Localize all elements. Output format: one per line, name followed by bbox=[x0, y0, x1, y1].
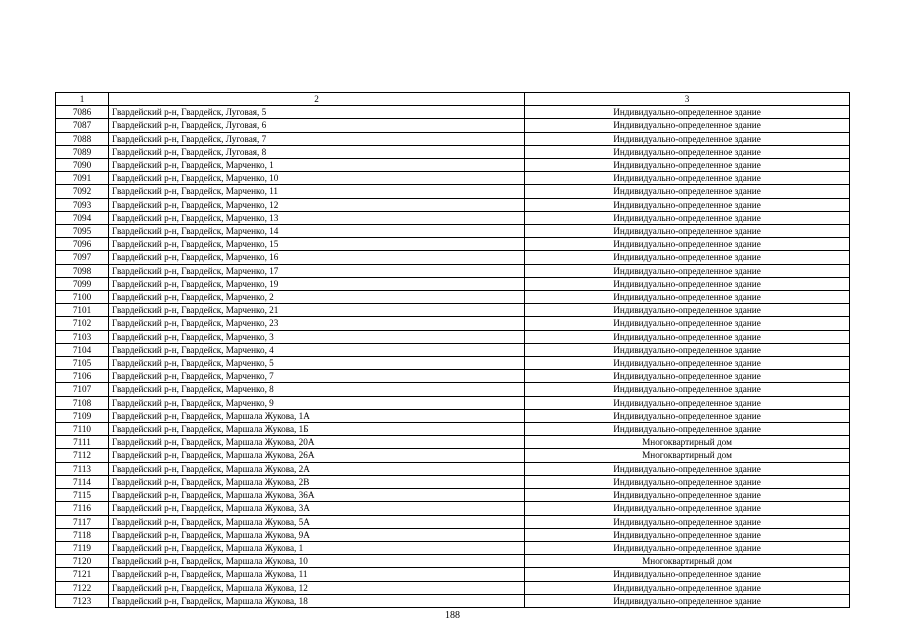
table-row bbox=[56, 251, 850, 264]
table-row bbox=[56, 172, 850, 185]
building-type-cell: Индивидуально-определенное здание bbox=[525, 343, 850, 356]
table-row bbox=[56, 225, 850, 238]
table-row bbox=[56, 581, 850, 594]
column-header-2: 2 bbox=[109, 93, 525, 106]
table-row bbox=[56, 198, 850, 211]
table-row bbox=[56, 594, 850, 607]
column-header-1: 1 bbox=[56, 93, 109, 106]
address-cell: Гвардейский р-н, Гвардейск, Марченко, 3 bbox=[109, 330, 525, 343]
table-row bbox=[56, 145, 850, 158]
table-row bbox=[56, 475, 850, 488]
table-row bbox=[56, 489, 850, 502]
row-number-cell: 7086 bbox=[56, 106, 109, 119]
building-type-cell: Индивидуально-определенное здание bbox=[525, 185, 850, 198]
address-cell: Гвардейский р-н, Гвардейск, Марченко, 16 bbox=[109, 251, 525, 264]
building-type-cell: Индивидуально-определенное здание bbox=[525, 106, 850, 119]
address-cell: Гвардейский р-н, Гвардейск, Марченко, 4 bbox=[109, 343, 525, 356]
building-type-cell: Индивидуально-определенное здание bbox=[525, 132, 850, 145]
table-row bbox=[56, 106, 850, 119]
address-cell: Гвардейский р-н, Гвардейск, Маршала Жукова, 20А bbox=[109, 436, 525, 449]
row-number-cell: 7093 bbox=[56, 198, 109, 211]
table-row bbox=[56, 449, 850, 462]
building-type-cell: Индивидуально-определенное здание bbox=[525, 541, 850, 554]
row-number-cell: 7098 bbox=[56, 264, 109, 277]
building-type-cell: Индивидуально-определенное здание bbox=[525, 145, 850, 158]
building-type-cell: Индивидуально-определенное здание bbox=[525, 119, 850, 132]
table-row bbox=[56, 436, 850, 449]
table-row bbox=[56, 291, 850, 304]
table-header-row bbox=[56, 93, 850, 106]
address-cell: Гвардейский р-н, Гвардейск, Луговая, 5 bbox=[109, 106, 525, 119]
building-type-cell: Индивидуально-определенное здание bbox=[525, 528, 850, 541]
table-row bbox=[56, 555, 850, 568]
building-type-cell: Индивидуально-определенное здание bbox=[525, 317, 850, 330]
building-type-cell: Индивидуально-определенное здание bbox=[525, 357, 850, 370]
row-number-cell: 7101 bbox=[56, 304, 109, 317]
address-cell: Гвардейский р-н, Гвардейск, Маршала Жукова, 36А bbox=[109, 489, 525, 502]
table-row bbox=[56, 409, 850, 422]
building-type-cell: Индивидуально-определенное здание bbox=[525, 489, 850, 502]
table-row bbox=[56, 132, 850, 145]
row-number-cell: 7108 bbox=[56, 396, 109, 409]
address-cell: Гвардейский р-н, Гвардейск, Луговая, 7 bbox=[109, 132, 525, 145]
building-type-cell: Индивидуально-определенное здание bbox=[525, 238, 850, 251]
address-cell: Гвардейский р-н, Гвардейск, Маршала Жукова, 11 bbox=[109, 568, 525, 581]
building-type-cell: Индивидуально-определенное здание bbox=[525, 502, 850, 515]
row-number-cell: 7114 bbox=[56, 475, 109, 488]
building-type-cell: Индивидуально-определенное здание bbox=[525, 475, 850, 488]
building-type-cell: Многоквартирный дом bbox=[525, 555, 850, 568]
table-row bbox=[56, 370, 850, 383]
building-type-cell: Индивидуально-определенное здание bbox=[525, 225, 850, 238]
row-number-cell: 7099 bbox=[56, 277, 109, 290]
row-number-cell: 7102 bbox=[56, 317, 109, 330]
row-number-cell: 7100 bbox=[56, 291, 109, 304]
row-number-cell: 7118 bbox=[56, 528, 109, 541]
table-row bbox=[56, 330, 850, 343]
address-cell: Гвардейский р-н, Гвардейск, Маршала Жукова, 10 bbox=[109, 555, 525, 568]
address-cell: Гвардейский р-н, Гвардейск, Маршала Жукова, 2В bbox=[109, 475, 525, 488]
table-row bbox=[56, 383, 850, 396]
row-number-cell: 7103 bbox=[56, 330, 109, 343]
table-row bbox=[56, 159, 850, 172]
building-type-cell: Индивидуально-определенное здание bbox=[525, 568, 850, 581]
table-row bbox=[56, 343, 850, 356]
page-number: 188 bbox=[445, 610, 460, 621]
building-type-cell: Индивидуально-определенное здание bbox=[525, 291, 850, 304]
building-type-cell: Индивидуально-определенное здание bbox=[525, 370, 850, 383]
address-cell: Гвардейский р-н, Гвардейск, Луговая, 6 bbox=[109, 119, 525, 132]
building-type-cell: Индивидуально-определенное здание bbox=[525, 172, 850, 185]
address-cell: Гвардейский р-н, Гвардейск, Марченко, 15 bbox=[109, 238, 525, 251]
row-number-cell: 7119 bbox=[56, 541, 109, 554]
row-number-cell: 7116 bbox=[56, 502, 109, 515]
building-type-cell: Индивидуально-определенное здание bbox=[525, 304, 850, 317]
row-number-cell: 7123 bbox=[56, 594, 109, 607]
row-number-cell: 7095 bbox=[56, 225, 109, 238]
table-row bbox=[56, 119, 850, 132]
address-cell: Гвардейский р-н, Гвардейск, Марченко, 1 bbox=[109, 159, 525, 172]
building-type-cell: Индивидуально-определенное здание bbox=[525, 396, 850, 409]
building-type-cell: Индивидуально-определенное здание bbox=[525, 198, 850, 211]
address-cell: Гвардейский р-н, Гвардейск, Марченко, 5 bbox=[109, 357, 525, 370]
building-type-cell: Индивидуально-определенное здание bbox=[525, 251, 850, 264]
building-type-cell: Индивидуально-определенное здание bbox=[525, 462, 850, 475]
address-cell: Гвардейский р-н, Гвардейск, Марченко, 17 bbox=[109, 264, 525, 277]
row-number-cell: 7117 bbox=[56, 515, 109, 528]
table-row bbox=[56, 185, 850, 198]
row-number-cell: 7089 bbox=[56, 145, 109, 158]
row-number-cell: 7122 bbox=[56, 581, 109, 594]
table-row bbox=[56, 423, 850, 436]
address-cell: Гвардейский р-н, Гвардейск, Маршала Жукова, 1 bbox=[109, 541, 525, 554]
row-number-cell: 7090 bbox=[56, 159, 109, 172]
building-type-cell: Индивидуально-определенное здание bbox=[525, 383, 850, 396]
table-row bbox=[56, 211, 850, 224]
building-type-cell: Индивидуально-определенное здание bbox=[525, 159, 850, 172]
address-cell: Гвардейский р-н, Гвардейск, Марченко, 11 bbox=[109, 185, 525, 198]
row-number-cell: 7094 bbox=[56, 211, 109, 224]
row-number-cell: 7092 bbox=[56, 185, 109, 198]
building-type-cell: Индивидуально-определенное здание bbox=[525, 423, 850, 436]
address-cell: Гвардейский р-н, Гвардейск, Маршала Жукова, 9А bbox=[109, 528, 525, 541]
table-row bbox=[56, 568, 850, 581]
table-row bbox=[56, 264, 850, 277]
table-row bbox=[56, 304, 850, 317]
address-cell: Гвардейский р-н, Гвардейск, Марченко, 21 bbox=[109, 304, 525, 317]
table-row bbox=[56, 396, 850, 409]
address-cell: Гвардейский р-н, Гвардейск, Луговая, 8 bbox=[109, 145, 525, 158]
row-number-cell: 7111 bbox=[56, 436, 109, 449]
table-row bbox=[56, 515, 850, 528]
building-type-cell: Индивидуально-определенное здание bbox=[525, 211, 850, 224]
row-number-cell: 7091 bbox=[56, 172, 109, 185]
row-number-cell: 7109 bbox=[56, 409, 109, 422]
building-type-cell: Индивидуально-определенное здание bbox=[525, 330, 850, 343]
row-number-cell: 7106 bbox=[56, 370, 109, 383]
address-cell: Гвардейский р-н, Гвардейск, Марченко, 23 bbox=[109, 317, 525, 330]
address-cell: Гвардейский р-н, Гвардейск, Марченко, 10 bbox=[109, 172, 525, 185]
row-number-cell: 7096 bbox=[56, 238, 109, 251]
address-cell: Гвардейский р-н, Гвардейск, Марченко, 7 bbox=[109, 370, 525, 383]
table-row bbox=[56, 357, 850, 370]
address-cell: Гвардейский р-н, Гвардейск, Маршала Жукова, 1Б bbox=[109, 423, 525, 436]
row-number-cell: 7107 bbox=[56, 383, 109, 396]
building-type-cell: Индивидуально-определенное здание bbox=[525, 409, 850, 422]
address-cell: Гвардейский р-н, Гвардейск, Маршала Жукова, 5А bbox=[109, 515, 525, 528]
row-number-cell: 7112 bbox=[56, 449, 109, 462]
building-type-cell: Многоквартирный дом bbox=[525, 436, 850, 449]
table-body bbox=[56, 93, 850, 608]
row-number-cell: 7105 bbox=[56, 357, 109, 370]
table-row bbox=[56, 317, 850, 330]
building-type-cell: Индивидуально-определенное здание bbox=[525, 594, 850, 607]
row-number-cell: 7087 bbox=[56, 119, 109, 132]
address-cell: Гвардейский р-н, Гвардейск, Марченко, 8 bbox=[109, 383, 525, 396]
address-cell: Гвардейский р-н, Гвардейск, Марченко, 19 bbox=[109, 277, 525, 290]
address-cell: Гвардейский р-н, Гвардейск, Марченко, 13 bbox=[109, 211, 525, 224]
building-type-cell: Индивидуально-определенное здание bbox=[525, 264, 850, 277]
address-cell: Гвардейский р-н, Гвардейск, Маршала Жукова, 18 bbox=[109, 594, 525, 607]
row-number-cell: 7110 bbox=[56, 423, 109, 436]
table-row bbox=[56, 238, 850, 251]
row-number-cell: 7120 bbox=[56, 555, 109, 568]
data-table bbox=[55, 92, 850, 608]
row-number-cell: 7097 bbox=[56, 251, 109, 264]
address-cell: Гвардейский р-н, Гвардейск, Марченко, 12 bbox=[109, 198, 525, 211]
table-row bbox=[56, 502, 850, 515]
building-type-cell: Индивидуально-определенное здание bbox=[525, 515, 850, 528]
row-number-cell: 7121 bbox=[56, 568, 109, 581]
address-cell: Гвардейский р-н, Гвардейск, Маршала Жукова, 12 bbox=[109, 581, 525, 594]
address-cell: Гвардейский р-н, Гвардейск, Маршала Жукова, 2А bbox=[109, 462, 525, 475]
address-cell: Гвардейский р-н, Гвардейск, Марченко, 2 bbox=[109, 291, 525, 304]
table-row bbox=[56, 462, 850, 475]
table-row bbox=[56, 277, 850, 290]
table-row bbox=[56, 528, 850, 541]
building-type-cell: Индивидуально-определенное здание bbox=[525, 581, 850, 594]
row-number-cell: 7104 bbox=[56, 343, 109, 356]
table-row bbox=[56, 541, 850, 554]
building-type-cell: Многоквартирный дом bbox=[525, 449, 850, 462]
column-header-3: 3 bbox=[525, 93, 850, 106]
row-number-cell: 7115 bbox=[56, 489, 109, 502]
address-cell: Гвардейский р-н, Гвардейск, Марченко, 14 bbox=[109, 225, 525, 238]
address-cell: Гвардейский р-н, Гвардейск, Маршала Жукова, 3А bbox=[109, 502, 525, 515]
building-type-cell: Индивидуально-определенное здание bbox=[525, 277, 850, 290]
address-cell: Гвардейский р-н, Гвардейск, Марченко, 9 bbox=[109, 396, 525, 409]
row-number-cell: 7113 bbox=[56, 462, 109, 475]
address-cell: Гвардейский р-н, Гвардейск, Маршала Жукова, 1А bbox=[109, 409, 525, 422]
row-number-cell: 7088 bbox=[56, 132, 109, 145]
address-cell: Гвардейский р-н, Гвардейск, Маршала Жукова, 26А bbox=[109, 449, 525, 462]
